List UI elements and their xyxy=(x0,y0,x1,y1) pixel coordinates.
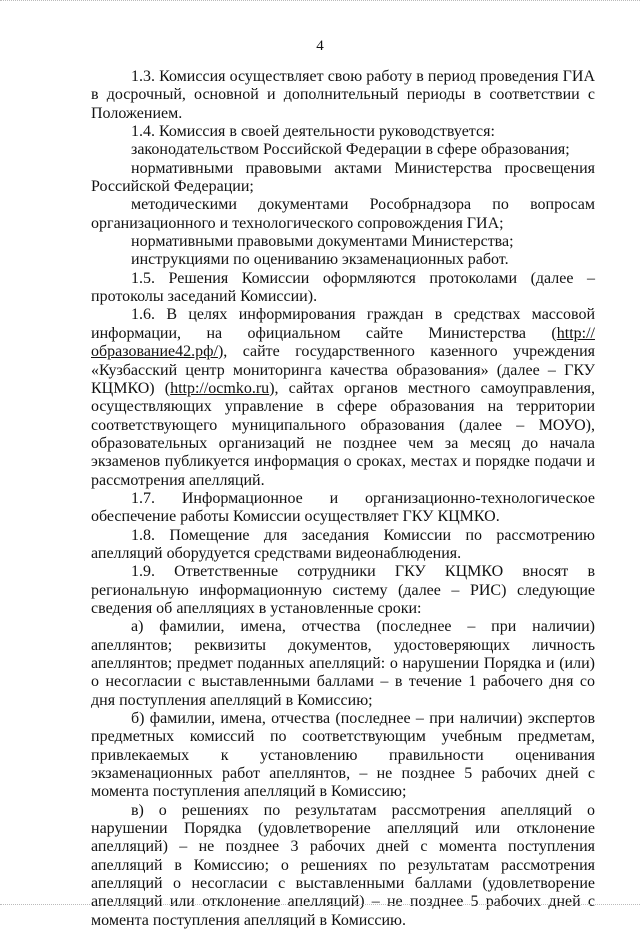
subparagraph-a: а) фамилии, имена, отчества (последнее – при наличии) апеллянтов; реквизиты документов, удостоверяющих личность апеллянтов; предмет поданных апелляций: о нарушении Порядка и (или) о несогласии с выставленными баллами – в течение 1 рабочего дня со дня поступления апелляций в Комиссию; xyxy=(91,618,595,709)
scan-bottom-edge xyxy=(0,898,640,905)
paragraph-1-6-part-c: ), сайтах органов местного самоуправления, осуществляющих управление в сфере образования на территории соответствующего муниципального образования (далее – МОУО), образовательных организаций не позднее чем за месяц до начала экзаменов публикуется информация о сроках, местах и порядке подачи и рассмотрения апелляций. xyxy=(91,379,596,489)
document-body xyxy=(91,68,595,930)
list-item-legislation: законодательством Российской Федерации в сфере образования; xyxy=(131,141,570,159)
paragraph-1-9: 1.9. Ответственные сотрудники ГКУ КЦМКО вносят в региональную информационную систему (далее – РИС) следующие сведения об апелляциях в установленные сроки: xyxy=(91,563,595,617)
list-item-rosobrnadzor-docs: методическими документами Рособрнадзора по вопросам организационного и технологического сопровождения ГИА; xyxy=(91,196,595,232)
paragraph-1-6-part-b: ), сайте государственного казенного учреждения «Кузбасский центр мониторинга качества образования» (далее – ГКУ КЦМКО) ( xyxy=(91,343,595,397)
subparagraph-v: в) о решениях по результатам рассмотрения апелляций о нарушении Порядка (удовлетворение апелляций или отклонение апелляций) – не позднее 3 рабочих дней с момента поступления апелляций в Комиссию; о решениях по результатам рассмотрения апелляций о несогласии с выставленными баллами (удовлетворение апелляций или отклонение апелляций) – не позднее 5 рабочих дней с момента поступления апелляций в Комиссию. xyxy=(91,801,595,929)
paragraph-1-3: 1.3. Комиссия осуществляет свою работу в период проведения ГИА в досрочный, основной и дополнительный периоды в соответствии с Положением. xyxy=(91,68,595,122)
scan-top-edge xyxy=(0,0,640,7)
paragraph-1-5: 1.5. Решения Комиссии оформляются протоколами (далее – протоколы заседаний Комиссии). xyxy=(91,269,595,306)
subparagraph-b: б) фамилии, имена, отчества (последнее – при наличии) экспертов предметных комиссий по соответствующим учебным предметам, привлекаемых к установлению правильности оценивания экзаменационных работ апеллянтов, – не позднее 5 рабочих дней с момента поступления апелляций в Комиссию; xyxy=(91,710,595,801)
list-item-ministry-docs: нормативными правовыми документами Министерства; xyxy=(131,233,514,251)
list-item-instructions: инструкциями по оцениванию экзаменационных работ. xyxy=(131,251,509,269)
paragraph-1-7: 1.7. Информационное и организационно-технологическое обеспечение работы Комиссии осуществляет ГКУ КЦМКО. xyxy=(91,489,595,526)
paragraph-1-8: 1.8. Помещение для заседания Комиссии по рассмотрению апелляций оборудуется средствами видеонаблюдения. xyxy=(91,526,595,562)
ocmko-site-link[interactable]: http://ocmko.ru xyxy=(170,379,270,397)
paragraph-1-6 xyxy=(91,306,595,489)
paragraph-1-4: 1.4. Комиссия в своей деятельности руководствуется: xyxy=(131,123,495,141)
paragraph-1-6-part-a: 1.6. В целях информирования граждан в средствах массовой информации, на официальном сайте Министерства ( xyxy=(91,306,595,342)
ministry-site-link[interactable]: http://образование42.рф/ xyxy=(91,324,595,361)
page-number: 4 xyxy=(316,38,324,54)
list-item-ministry-acts: нормативными правовыми актами Министерства просвещения Российской Федерации; xyxy=(91,159,595,196)
